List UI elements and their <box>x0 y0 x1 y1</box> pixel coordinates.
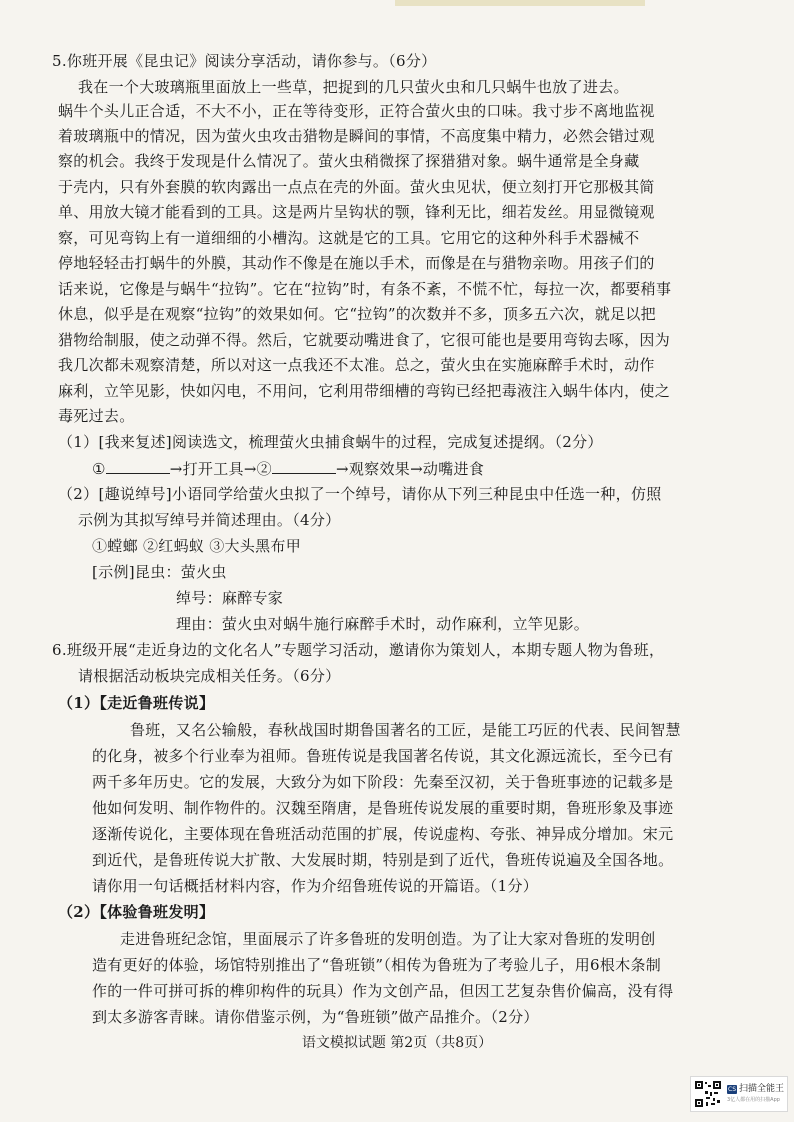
qr-code-icon <box>694 1080 722 1108</box>
passage-line: 麻利，立竿见影，快如闪电，不用问，它利用带细槽的弯钩已经把毒液注入蜗牛体内，使之 <box>58 382 671 400</box>
section-1-para: 他如何发明、制作物件的。汉魏至隋唐，是鲁班传说发展的重要时期，鲁班形象及事迹 <box>92 799 674 817</box>
passage-line: 于壳内，只有外套膜的软肉露出一点点在壳的外面。萤火虫见状，便立刻打开它那极其简 <box>58 178 655 196</box>
scanner-title: CS 扫描全能王 <box>728 1084 785 1094</box>
passage-line: 我几次都未观察清楚，所以对这一点我还不太准。总之，萤火虫在实施麻醉手术时，动作 <box>58 356 655 374</box>
section-1-para: 逐渐传说化，主要体现在鲁班活动范围的扩展，传说虚构、夸张、神异成分增加。宋元 <box>92 825 674 843</box>
question-5-header: 5.你班开展《昆虫记》阅读分享活动，请你参与。（6分） <box>52 52 437 70</box>
example-nickname: 绰号：麻醉专家 <box>176 589 284 607</box>
section-2-para: 走进鲁班纪念馆，里面展示了许多鲁班的发明创造。为了让大家对鲁班的发明创 <box>120 930 656 948</box>
passage-line: 停地轻轻击打蜗牛的外膜，其动作不像是在施以手术，而像是在与猎物亲吻。用孩子们的 <box>58 254 655 272</box>
passage-line: 单、用放大镜才能看到的工具。这是两片呈钩状的颚，锋利无比，细若发丝。用显微镜观 <box>58 203 655 221</box>
question-5-2-cont: 示例为其拟写绰号并简述理由。（4分） <box>78 511 341 529</box>
section-2-para: 到太多游客青睐。请你借鉴示例，为“鲁班锁”做产品推介。（2分） <box>92 1008 539 1026</box>
passage-line: 我在一个大玻璃瓶里面放上一些草，把捉到的几只萤火虫和几只蜗牛也放了进去。 <box>78 78 629 96</box>
question-5-2: （2）[趣说绰号]小语同学给萤火虫拟了一个绰号，请你从下列三种昆虫中任选一种，仿照 <box>58 485 662 503</box>
passage-line: 话来说，它像是与蜗牛“拉钩”。它在“拉钩”时，有条不紊，不慌不忙，每拉一次，都要稍事 <box>58 280 672 298</box>
answer-blank-1[interactable] <box>106 455 170 474</box>
passage-line: 察的机会。我终于发现是什么情况了。萤火虫稍微探了探猎猎对象。蜗牛通常是全身藏 <box>58 152 640 170</box>
example-insect: [示例]昆虫：萤火虫 <box>92 563 227 581</box>
scan-edge-strip <box>395 0 645 6</box>
section-1-para: 鲁班，又名公输般，春秋战国时期鲁国著名的工匠，是能工巧匠的代表、民间智慧 <box>130 721 681 739</box>
section-2-para: 造有更好的体验，场馆特别推出了“鲁班锁”（相传为鲁班为了考验儿子，用6根木条制 <box>92 956 662 974</box>
outline-marker-1: ① <box>92 460 106 478</box>
question-6-header: 6.班级开展“走近身边的文化名人”专题学习活动，邀请你为策划人，本期专题人物为鲁班， <box>52 641 665 659</box>
passage-line: 休息，似乎是在观察“拉钩”的效果如何。它“拉钩”的次数并不多，顶多五六次，就足以把 <box>58 305 656 323</box>
insect-options: ①螳螂 ②红蚂蚁 ③大头黑布甲 <box>92 537 302 555</box>
question-6-header-cont: 请根据活动板块完成相关任务。（6分） <box>78 667 341 685</box>
section-1-task: 请你用一句话概括材料内容，作为介绍鲁班传说的开篇语。（1分） <box>92 877 539 895</box>
section-1-para: 两千多年历史。它的发展，大致分为如下阶段：先秦至汉初，关于鲁班事迹的记载多是 <box>92 773 674 791</box>
camscanner-logo-icon: CS <box>728 1086 736 1093</box>
page-footer: 语文模拟试题 第2页（共8页） <box>301 1035 493 1051</box>
passage-line: 毒死过去。 <box>58 407 135 425</box>
section-2-para: 作的一件可拼可拆的榫卯构件的玩具）作为文创产品，但因工艺复杂售价偏高，没有得 <box>92 982 674 1000</box>
question-5-1: （1）[我来复述]阅读选文，梳理萤火虫捕食蜗牛的过程，完成复述提纲。（2分） <box>58 433 603 451</box>
example-reason: 理由：萤火虫对蜗牛施行麻醉手术时，动作麻利，立竿见影。 <box>176 615 590 633</box>
outline-step-end: →观察效果→动嘴进食 <box>336 460 485 478</box>
passage-line: 蜗牛个头儿正合适，不大不小，正在等待变形，正符合萤火虫的口味。我寸步不离地监视 <box>58 102 655 120</box>
question-5-1-outline <box>92 455 484 482</box>
section-1-para: 的化身，被多个行业奉为祖师。鲁班传说是我国著名传说，其文化源远流长，至今已有 <box>92 747 674 765</box>
answer-blank-2[interactable] <box>272 455 336 474</box>
section-1-title: （1）【走近鲁班传说】 <box>58 694 215 712</box>
passage-line: 猎物给制服，使之动弹不得。然后，它就要动嘴进食了，它很可能也是要用弯钩去啄，因为 <box>58 331 671 349</box>
passage-line: 察，可见弯钩上有一道细细的小槽沟。这就是它的工具。它用它的这种外科手术器械不 <box>58 229 640 247</box>
passage-line: 着玻璃瓶中的情况，因为萤火虫攻击猎物是瞬间的事情，不高度集中精力，必然会错过观 <box>58 127 655 145</box>
section-2-title: （2）【体验鲁班发明】 <box>58 903 215 921</box>
section-1-para: 到近代，是鲁班传说大扩散、大发展时期，特别是到了近代，鲁班传说遍及全国各地。 <box>92 851 674 869</box>
outline-step-tool: →打开工具→② <box>169 460 272 478</box>
scanner-subtitle: 3亿人都在用的扫描App <box>727 1097 780 1103</box>
scanner-badge <box>690 1076 788 1112</box>
